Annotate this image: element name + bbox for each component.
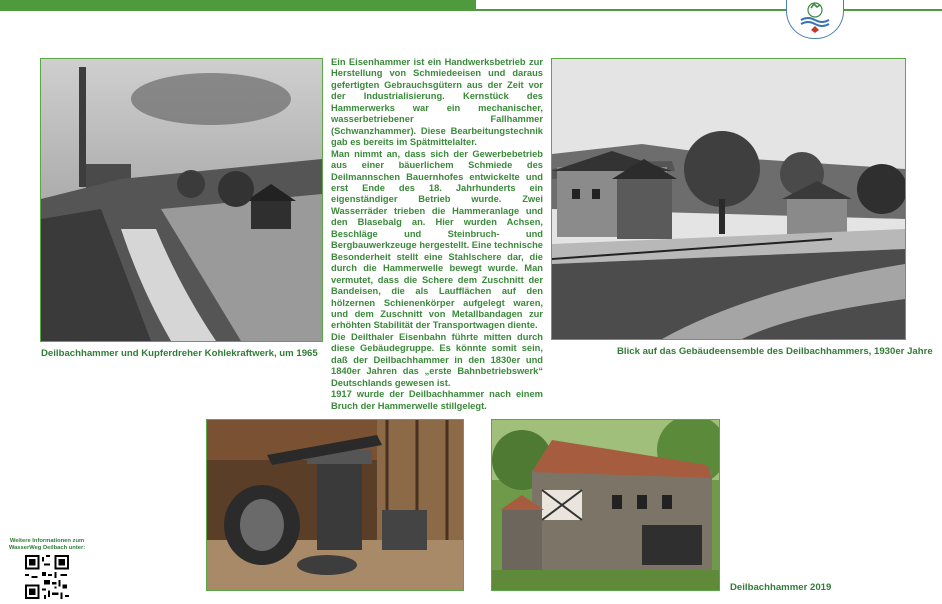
qr-info-label: Weitere Informationen zum WasserWeg Deilbach unter: bbox=[8, 538, 86, 551]
photo4-caption: Deilbachhammer 2019 bbox=[730, 582, 832, 593]
article-body bbox=[331, 57, 543, 412]
header-green-bar bbox=[0, 0, 476, 11]
photo-deilbachhammer-2019 bbox=[491, 419, 720, 591]
photo-hammerwerk-innen bbox=[206, 419, 464, 591]
article-paragraph: Man nimmt an, dass sich der Gewerbebetrieb aus einer bäuerlichem Schmiede des Deilmannschen Bauernhofes entwickelte und erst Ende des 18. Jahrhunderts ein eigenständiger Betrieb wurde. Zwei Wasserräder trieben die Hammeranlage und den Blasebalg an. Hier wurden Achsen, Beschläge und Steinbruch- und Bergbauwerkzeuge hergestellt. Eine technische Besonderheit stellt eine Stahlschere dar, die durch die Hammerwelle bewegt wurde. Man vermutet, dass die Schere dem Zuschnitt der Bandeisen, die als Laufflächen auf den hölzernen Schienenkörper aufgelegt waren, und dem Zuschnitt von Metallbandagen zur erhöhten Stabilität der Transportwagen diente. bbox=[331, 148, 543, 331]
header-divider-line bbox=[476, 9, 942, 11]
article-paragraph: Die Deilthaler Eisenbahn führte mitten durch diese Gebäudegruppe. Es könnte somit sein, daß der Deilbachhammer in den 1830er und 1840er Jahren das „erste Bahnbetriebswerk“ Deutschlands gewesen ist. bbox=[331, 331, 543, 388]
photo1-caption: Deilbachhammer und Kupferdreher Kohlekraftwerk, um 1965 bbox=[41, 348, 318, 359]
photo-deilbachhammer-1965 bbox=[40, 58, 323, 342]
article-paragraph: 1917 wurde der Deilbachhammer nach einem Bruch der Hammerwelle stillgelegt. bbox=[331, 389, 543, 411]
photo-gebaeudeensemble-1930er bbox=[551, 58, 906, 340]
article-paragraph: Ein Eisenhammer ist ein Handwerksbetrieb zur Herstellung von Schmiedeeisen und daraus gefertigten Gebrauchsgütern aus der Zeit vor der Industrialisierung. Kernstück des Hammerwerks war ein mechanischer, wasserbetriebener Fallhammer (Schwanzhammer). Diese Bearbeitungstechnik gab es bereits im Spätmittelalter. bbox=[331, 57, 543, 148]
wasserweg-logo-icon bbox=[786, 0, 844, 39]
photo2-caption: Blick auf das Gebäudeensemble des Deilbachhammers, 1930er Jahre bbox=[617, 346, 933, 357]
qr-code-icon[interactable] bbox=[25, 555, 69, 599]
